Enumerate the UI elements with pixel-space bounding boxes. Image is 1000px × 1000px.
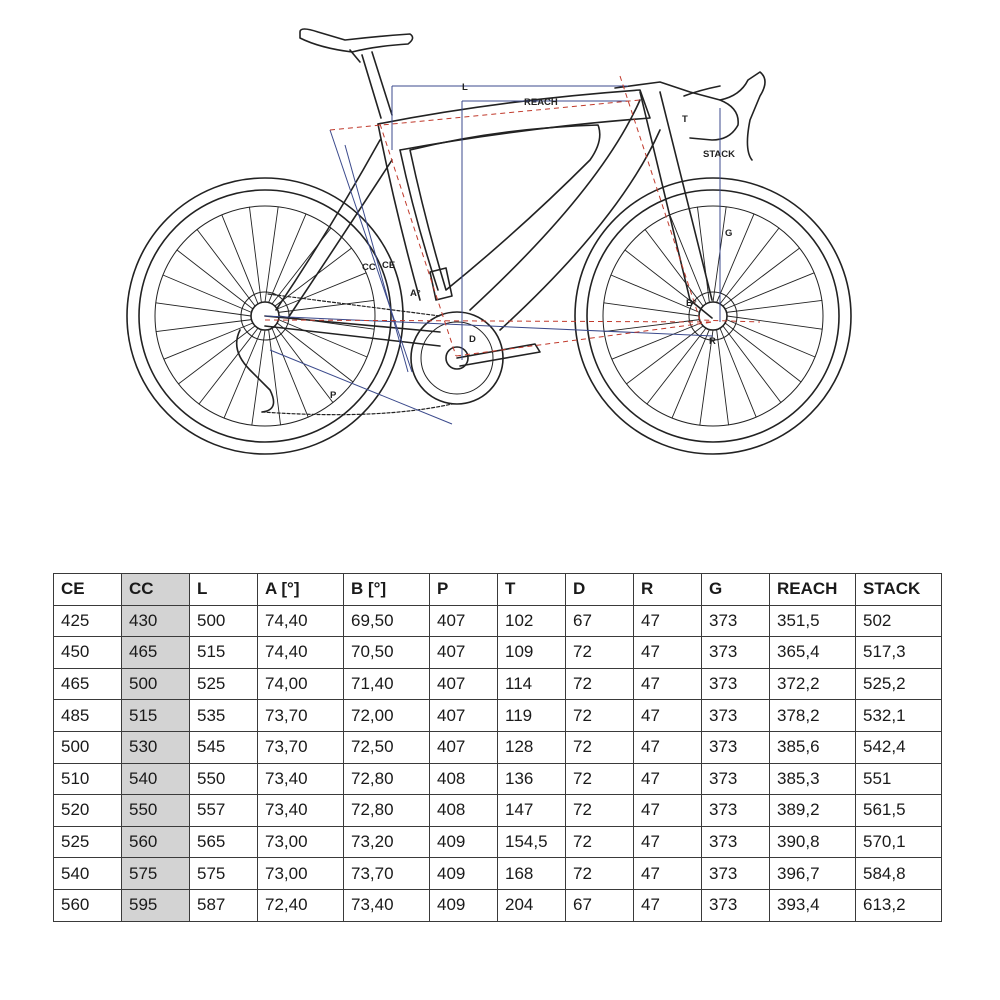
wheel-spoke (647, 328, 706, 404)
wheel-spoke (727, 320, 816, 357)
wheel-spoke (723, 326, 781, 403)
label-cc: CC (362, 262, 376, 273)
column-header: P (430, 574, 498, 606)
table-cell: 72,40 (258, 889, 344, 921)
table-cell: 72 (566, 858, 634, 890)
wheel-spoke (277, 273, 366, 309)
table-cell: 517,3 (856, 637, 942, 669)
wheel-spoke (275, 248, 352, 306)
table-cell: 72 (566, 700, 634, 732)
label-reach: REACH (524, 97, 558, 108)
table-cell: 136 (498, 763, 566, 795)
table-cell: 373 (702, 826, 770, 858)
column-header: T (498, 574, 566, 606)
table-cell: 67 (566, 889, 634, 921)
table-cell: 520 (54, 795, 122, 827)
table-cell: 72 (566, 731, 634, 763)
table-cell: 47 (634, 700, 702, 732)
wheel-spoke (279, 320, 368, 357)
table-cell: 47 (634, 637, 702, 669)
table-cell: 373 (702, 700, 770, 732)
table-cell: 102 (498, 605, 566, 637)
table-cell: 373 (702, 731, 770, 763)
front-wheel (575, 178, 851, 454)
table-cell: 147 (498, 795, 566, 827)
label-t: T (682, 114, 688, 125)
wheel-spoke (725, 323, 801, 382)
table-cell: 73,00 (258, 826, 344, 858)
wheel-spoke (178, 326, 255, 384)
table-cell: 542,4 (856, 731, 942, 763)
table-cell: 560 (54, 889, 122, 921)
table-row (54, 731, 942, 763)
table-cell: 73,40 (258, 795, 344, 827)
table-cell: 407 (430, 731, 498, 763)
table-cell: 407 (430, 668, 498, 700)
table-row (54, 858, 942, 890)
table-cell: 407 (430, 700, 498, 732)
table-cell: 72,00 (344, 700, 430, 732)
wheel-spoke (177, 250, 253, 309)
table-cell: 72,50 (344, 731, 430, 763)
bike-frame (237, 29, 765, 415)
table-cell: 72 (566, 826, 634, 858)
table-cell: 72 (566, 795, 634, 827)
table-cell: 47 (634, 795, 702, 827)
label-r: R (709, 336, 716, 347)
table-cell: 114 (498, 668, 566, 700)
table-cell: 351,5 (770, 605, 856, 637)
table-cell: 613,2 (856, 889, 942, 921)
table-cell: 557 (190, 795, 258, 827)
column-header: STACK (856, 574, 942, 606)
label-l: L (462, 82, 468, 93)
table-cell: 587 (190, 889, 258, 921)
table-cell: 69,50 (344, 605, 430, 637)
table-cell: 408 (430, 795, 498, 827)
table-cell: 373 (702, 668, 770, 700)
table-cell: 389,2 (770, 795, 856, 827)
table-cell: 47 (634, 668, 702, 700)
table-cell: 545 (190, 731, 258, 763)
label-g: G (725, 228, 733, 239)
table-cell: 425 (54, 605, 122, 637)
table-row (54, 605, 942, 637)
wheel-spoke (720, 328, 756, 417)
label-d: D (469, 334, 476, 345)
table-cell: 540 (54, 858, 122, 890)
table-cell: 409 (430, 889, 498, 921)
wheel-spoke (199, 328, 258, 404)
table-cell: 373 (702, 605, 770, 637)
label-ce: CE (382, 260, 396, 271)
table-cell: 485 (54, 700, 122, 732)
column-header: D (566, 574, 634, 606)
wheel-spoke (222, 215, 258, 304)
label-stack: STACK (703, 149, 736, 160)
table-cell: 500 (54, 731, 122, 763)
table-row (54, 763, 942, 795)
table-cell: 67 (566, 605, 634, 637)
table-cell: 373 (702, 858, 770, 890)
table-cell: 119 (498, 700, 566, 732)
wheel-spoke (156, 303, 251, 316)
table-row (54, 889, 942, 921)
table-cell: 575 (122, 858, 190, 890)
table-cell: 500 (122, 668, 190, 700)
wheel-spoke (269, 214, 306, 303)
table-cell: 47 (634, 889, 702, 921)
table-cell: 540 (122, 763, 190, 795)
table-cell: 560 (122, 826, 190, 858)
table-cell: 373 (702, 763, 770, 795)
table-cell: 525 (54, 826, 122, 858)
table-row (54, 826, 942, 858)
table-cell: 510 (54, 763, 122, 795)
table-cell: 502 (856, 605, 942, 637)
geometry-table (53, 573, 942, 922)
table-cell: 365,4 (770, 637, 856, 669)
table-cell: 515 (190, 637, 258, 669)
table-cell: 47 (634, 605, 702, 637)
table-cell: 154,5 (498, 826, 566, 858)
table-cell: 570,1 (856, 826, 942, 858)
table-cell: 72 (566, 668, 634, 700)
table-cell: 74,00 (258, 668, 344, 700)
table-row (54, 637, 942, 669)
table-cell: 70,50 (344, 637, 430, 669)
table-cell: 72 (566, 763, 634, 795)
column-header: REACH (770, 574, 856, 606)
table-cell: 168 (498, 858, 566, 890)
table-cell: 532,1 (856, 700, 942, 732)
table-cell: 550 (190, 763, 258, 795)
wheel-spoke (727, 316, 822, 329)
table-row (54, 795, 942, 827)
table-cell: 584,8 (856, 858, 942, 890)
table-cell: 73,20 (344, 826, 430, 858)
table-cell: 595 (122, 889, 190, 921)
table-cell: 390,8 (770, 826, 856, 858)
wheel-spoke (717, 214, 754, 303)
table-body (54, 605, 942, 921)
table-cell: 409 (430, 858, 498, 890)
table-cell: 407 (430, 605, 498, 637)
column-header: CC (122, 574, 190, 606)
table-cell: 72 (566, 637, 634, 669)
table-cell: 372,2 (770, 668, 856, 700)
table-cell: 204 (498, 889, 566, 921)
table-cell: 47 (634, 763, 702, 795)
table-cell: 408 (430, 763, 498, 795)
table-cell: 525 (190, 668, 258, 700)
table-cell: 551 (856, 763, 942, 795)
table-cell: 530 (122, 731, 190, 763)
table-cell: 73,70 (258, 731, 344, 763)
table-cell: 373 (702, 889, 770, 921)
table-cell: 73,40 (258, 763, 344, 795)
table-cell: 373 (702, 795, 770, 827)
table-cell: 515 (122, 700, 190, 732)
wheel-spoke (224, 330, 261, 419)
table-cell: 430 (122, 605, 190, 637)
table-cell: 47 (634, 826, 702, 858)
table-cell: 575 (190, 858, 258, 890)
table-cell: 396,7 (770, 858, 856, 890)
table-cell: 73,70 (344, 858, 430, 890)
wheel-spoke (272, 328, 308, 417)
wheel-spoke (720, 228, 779, 304)
table-cell: 465 (54, 668, 122, 700)
column-header: B [°] (344, 574, 430, 606)
column-header: A [°] (258, 574, 344, 606)
wheel-spoke (265, 207, 278, 302)
table-cell: 535 (190, 700, 258, 732)
wheel-spoke (672, 330, 709, 419)
table-cell: 47 (634, 858, 702, 890)
column-header: L (190, 574, 258, 606)
table-row (54, 700, 942, 732)
table-cell: 561,5 (856, 795, 942, 827)
table-cell: 373 (702, 637, 770, 669)
table-cell: 47 (634, 731, 702, 763)
table-cell: 74,40 (258, 637, 344, 669)
label-b-angle: B° (686, 298, 697, 309)
table-cell: 73,00 (258, 858, 344, 890)
table-cell: 393,4 (770, 889, 856, 921)
wheel-spoke (612, 323, 701, 359)
table-cell: 525,2 (856, 668, 942, 700)
table-cell: 109 (498, 637, 566, 669)
table-cell: 71,40 (344, 668, 430, 700)
table-cell: 550 (122, 795, 190, 827)
wheel-spoke (197, 229, 255, 306)
table-cell: 73,70 (258, 700, 344, 732)
table-cell: 72,80 (344, 795, 430, 827)
column-header: G (702, 574, 770, 606)
wheel-spoke (723, 248, 800, 306)
table-cell: 72,80 (344, 763, 430, 795)
table-cell: 500 (190, 605, 258, 637)
column-header: R (634, 574, 702, 606)
column-header: CE (54, 574, 122, 606)
label-p: P (330, 390, 337, 401)
wheel-spoke (163, 275, 252, 312)
label-a-angle: A° (410, 288, 421, 299)
table-cell: 74,40 (258, 605, 344, 637)
table-cell: 128 (498, 731, 566, 763)
table-cell: 450 (54, 637, 122, 669)
table-cell: 465 (122, 637, 190, 669)
table-cell: 409 (430, 826, 498, 858)
table-header-row (54, 574, 942, 606)
table-cell: 407 (430, 637, 498, 669)
table-cell: 378,2 (770, 700, 856, 732)
table-cell: 73,40 (344, 889, 430, 921)
wheel-spoke (604, 303, 699, 316)
wheel-spoke (725, 273, 814, 309)
table-cell: 385,6 (770, 731, 856, 763)
table-cell: 385,3 (770, 763, 856, 795)
table-cell: 565 (190, 826, 258, 858)
table-row (54, 668, 942, 700)
